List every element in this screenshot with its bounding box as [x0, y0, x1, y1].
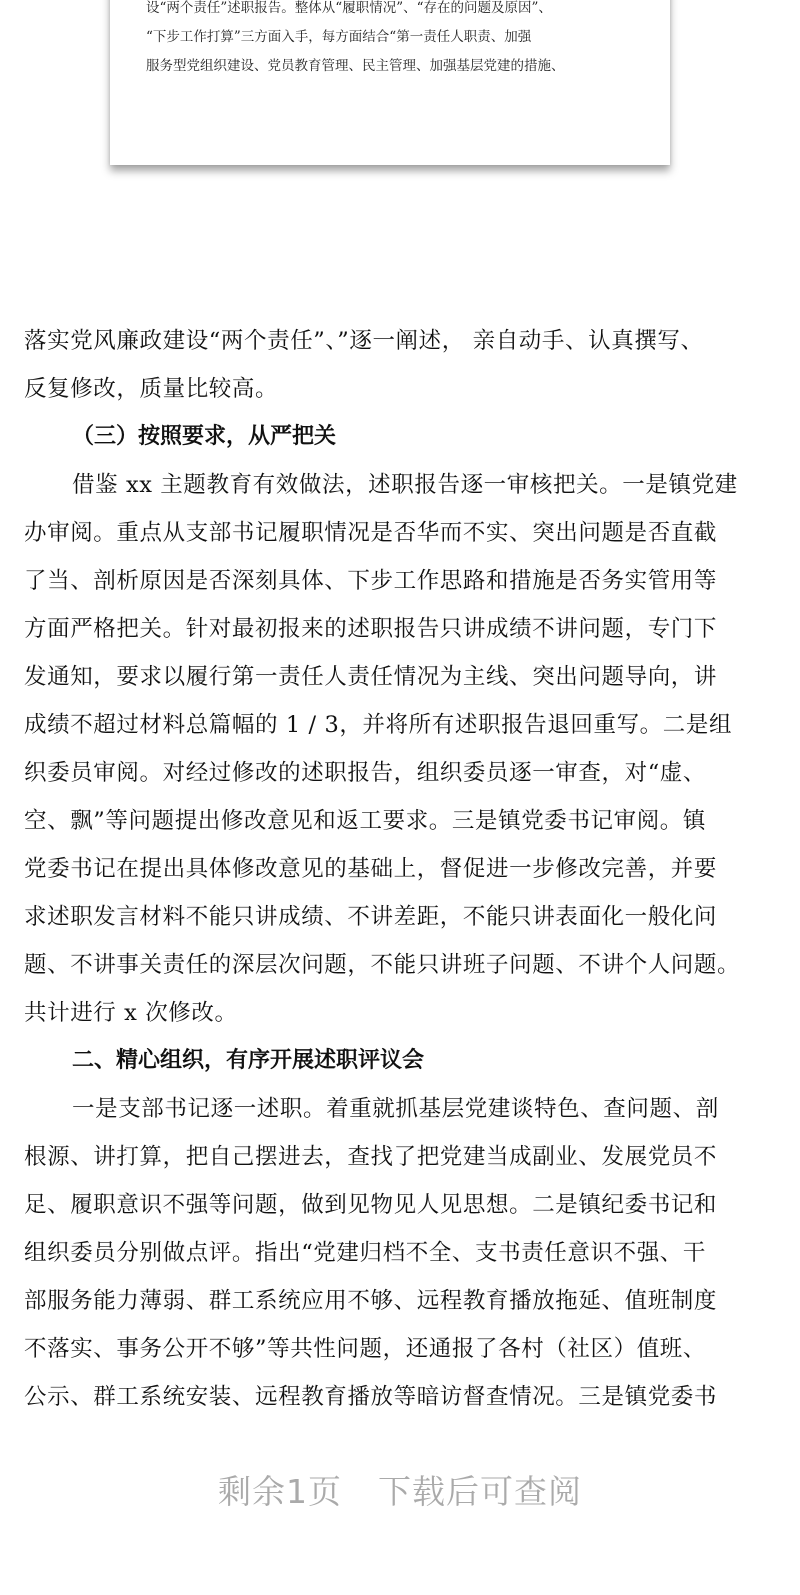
paragraph-line: 根源、讲打算，把自己摆进去，查找了把党建当成副业、发展党员不	[24, 1144, 718, 1170]
paragraph-line: 借鉴 xx 主题教育有效做法，述职报告逐一审核把关。一是镇党建	[72, 472, 738, 498]
paragraph-line: 成绩不超过材料总篇幅的 1 / 3，并将所有述职报告退回重写。二是组	[24, 712, 733, 738]
paragraph-line: 不落实、事务公开不够”等共性问题，还通报了各村（社区）值班、	[24, 1336, 707, 1362]
paragraph-line: 织委员审阅。对经过修改的述职报告，组织委员逐一审查，对“虚、	[24, 760, 707, 786]
preview-line: “下步工作打算”三方面入手，每方面结合“第一责任人职责、加强	[146, 29, 532, 45]
paragraph-line: 足、履职意识不强等问题，做到见物见人见思想。二是镇纪委书记和	[24, 1192, 718, 1218]
paragraph-line: 空、飘”等问题提出修改意见和返工要求。三是镇党委书记审阅。镇	[24, 808, 707, 834]
paragraph-line: 部服务能力薄弱、群工系统应用不够、远程教育播放拖延、值班制度	[24, 1288, 718, 1314]
preview-line: 设“两个责任”述职报告。整体从“履职情况”、“存在的问题及原因”、	[146, 0, 552, 16]
paragraph-line: 一是支部书记逐一述职。着重就抓基层党建谈特色、查问题、剖	[72, 1096, 719, 1122]
paragraph-line: 求述职发言材料不能只讲成绩、不讲差距，不能只讲表面化一般化问	[24, 904, 718, 930]
paragraph-line: 公示、群工系统安装、远程教育播放等暗访督查情况。三是镇党委书	[24, 1384, 718, 1410]
download-to-view-text: 下载后可查阅	[378, 1472, 582, 1511]
download-prompt[interactable]	[0, 1466, 800, 1513]
paragraph-line: 反复修改，质量比较高。	[24, 376, 279, 402]
remaining-pages-text: 剩余1页	[218, 1472, 342, 1511]
paragraph-line: 共计进行 x 次修改。	[24, 1000, 238, 1026]
paragraph-line: 了当、剖析原因是否深刻具体、下步工作思路和措施是否务实管用等	[24, 568, 718, 594]
paragraph-line: 落实党风廉政建设“两个责任”、”逐一阐述， 亲自动手、认真撰写、	[24, 328, 704, 354]
paragraph-line: 组织委员分别做点评。指出“党建归档不全、支书责任意识不强、干	[24, 1240, 707, 1266]
paragraph-line: 发通知，要求以履行第一责任人责任情况为主线、突出问题导向，讲	[24, 664, 718, 690]
paragraph-line: 办审阅。重点从支部书记履职情况是否华而不实、突出问题是否直截	[24, 520, 718, 546]
section-heading: （三）按照要求，从严把关	[72, 424, 337, 449]
paragraph-line: 党委书记在提出具体修改意见的基础上，督促进一步修改完善，并要	[24, 856, 718, 882]
document-preview-card	[110, 0, 670, 165]
paragraph-line: 方面严格把关。针对最初报来的述职报告只讲成绩不讲问题，专门下	[24, 616, 718, 642]
section-heading: 二、精心组织，有序开展述职评议会	[72, 1048, 425, 1073]
preview-line: 服务型党组织建设、党员教育管理、民主管理、加强基层党建的措施、	[146, 58, 565, 74]
paragraph-line: 题、不讲事关责任的深层次问题，不能只讲班子问题、不讲个人问题。	[24, 952, 741, 978]
